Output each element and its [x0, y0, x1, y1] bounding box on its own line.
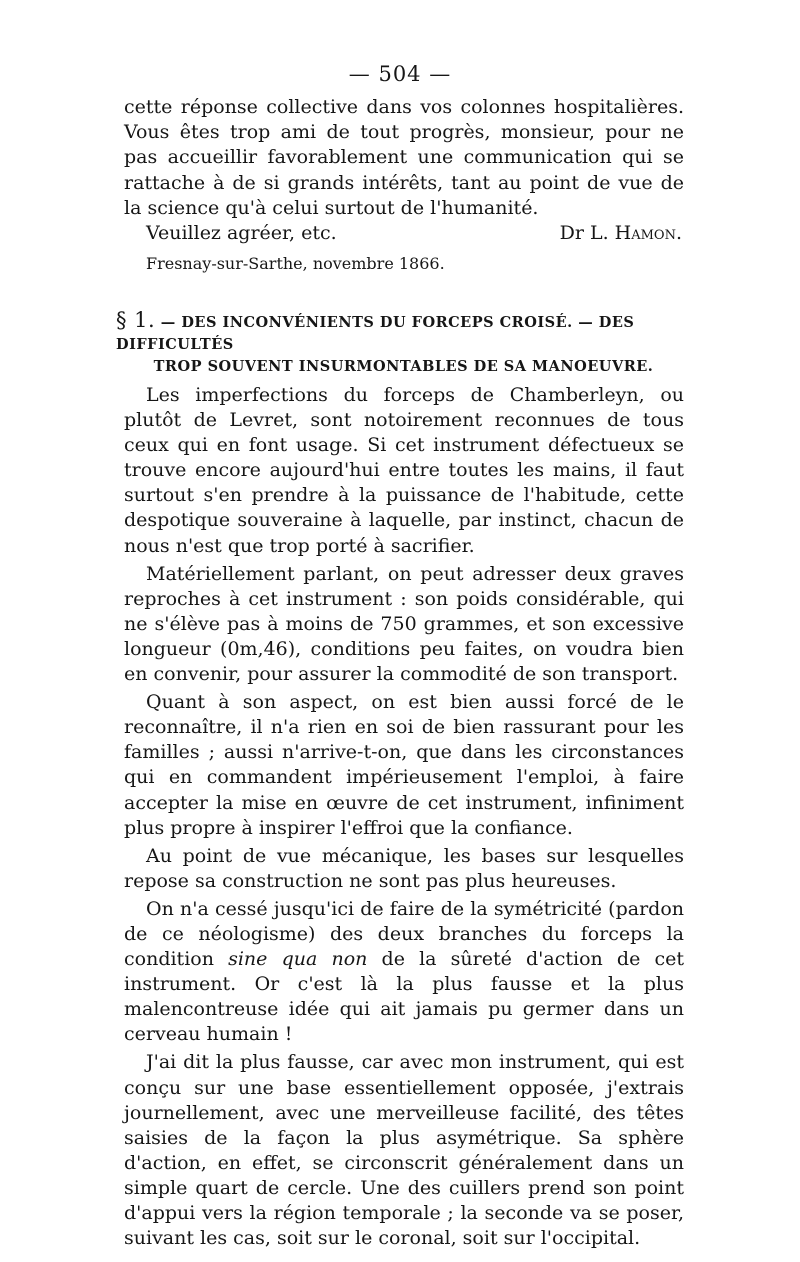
paragraph-3: Quant à son aspect, on est bien aussi forcé de le reconnaître, il n'a rien en soi de bien rassurant pour les familles ; aussi n'arrive-t-on, que dans les circonstances qui en commandent impérieusement l'emploi, à faire accepter la mise en œuvre de cet instrument, infiniment plus propre à inspirer l'effroi que la confiance.: [124, 691, 684, 839]
paragraph-2: Matériellement parlant, on peut adresser deux graves reproches à cet instrument : son poids considérable, qui ne s'élève pas à moins de 750 grammes, et son excessive longueur (0m,46), conditions peu faites, on voudra bien en convenir, pour assurer la commodité de son transport.: [124, 562, 684, 686]
signoff-line: [124, 221, 684, 246]
paragraph-6: J'ai dit la plus fausse, car avec mon instrument, qui est conçu sur une base essentiellement opposée, j'extrais journellement, avec une merveilleuse facilité, des têtes saisies de la façon la plus asymétrique. Sa sphère d'action, en effet, se circonscrit généralement dans un simple quart de cercle. Une des cuillers prend son point d'appui vers la région temporale ; la seconde va se poser, suivant les cas, soit sur le coronal, soit sur l'occipital.: [124, 1051, 684, 1250]
signature: [560, 221, 684, 246]
section-mark: § 1.: [116, 308, 156, 332]
place-date-line: Fresnay-sur-Sarthe, novembre 1866.: [146, 254, 445, 274]
section-heading-line1: [116, 309, 691, 356]
page-number: — 504 —: [348, 62, 452, 86]
signature-name: Hamon.: [614, 222, 682, 245]
section-heading-text-1: — DES INCONVÉNIENTS DU FORCEPS CROISÉ. — DES DIFFICULTÉS: [116, 314, 635, 353]
section-body: [124, 383, 684, 1251]
paragraph-5-start: On n'a cessé jusqu'ici de faire de la symétricité (pardon de ce néologisme) des deux branches du forceps la condition: [124, 897, 684, 971]
paragraph-5-end: de la sûreté d'action de cet instrument. Or c'est là la plus fausse et la plus malencontreuse idée qui ait jamais pu germer dans un cerveau humain !: [124, 948, 684, 1046]
section-heading: [116, 309, 691, 378]
intro-paragraph: cette réponse collective dans vos colonnes hospitalières. Vous êtes trop ami de tout progrès, monsieur, pour ne pas accueillir favorablement une communication qui se rattache à de si grands intérêts, tant au point de vue de la science qu'à celui surtout de l'humanité.: [124, 96, 684, 219]
paragraph-5: [124, 897, 684, 1048]
paragraph-1: Les imperfections du forceps de Chamberleyn, ou plutôt de Levret, sont notoirement reconnues de tous ceux qui en font usage. Si cet instrument défectueux se trouve encore aujourd'hui entre toutes les mains, il faut surtout s'en prendre à la puissance de l'habitude, cette despotique souveraine à laquelle, par instinct, chacun de nous n'est que trop porté à sacrifier.: [124, 384, 684, 557]
letter-closing-block: [124, 95, 684, 276]
section-heading-text-2: TROP SOUVENT INSURMONTABLES DE SA MANOEUVRE.: [153, 358, 654, 375]
latin-phrase: sine qua non: [228, 948, 368, 971]
signature-prefix: Dr L.: [559, 222, 615, 245]
paragraph-4: Au point de vue mécanique, les bases sur lesquelles repose sa construction ne sont pas plus heureuses.: [124, 844, 684, 892]
closing-formula: Veuillez agréer, etc.: [146, 222, 337, 245]
